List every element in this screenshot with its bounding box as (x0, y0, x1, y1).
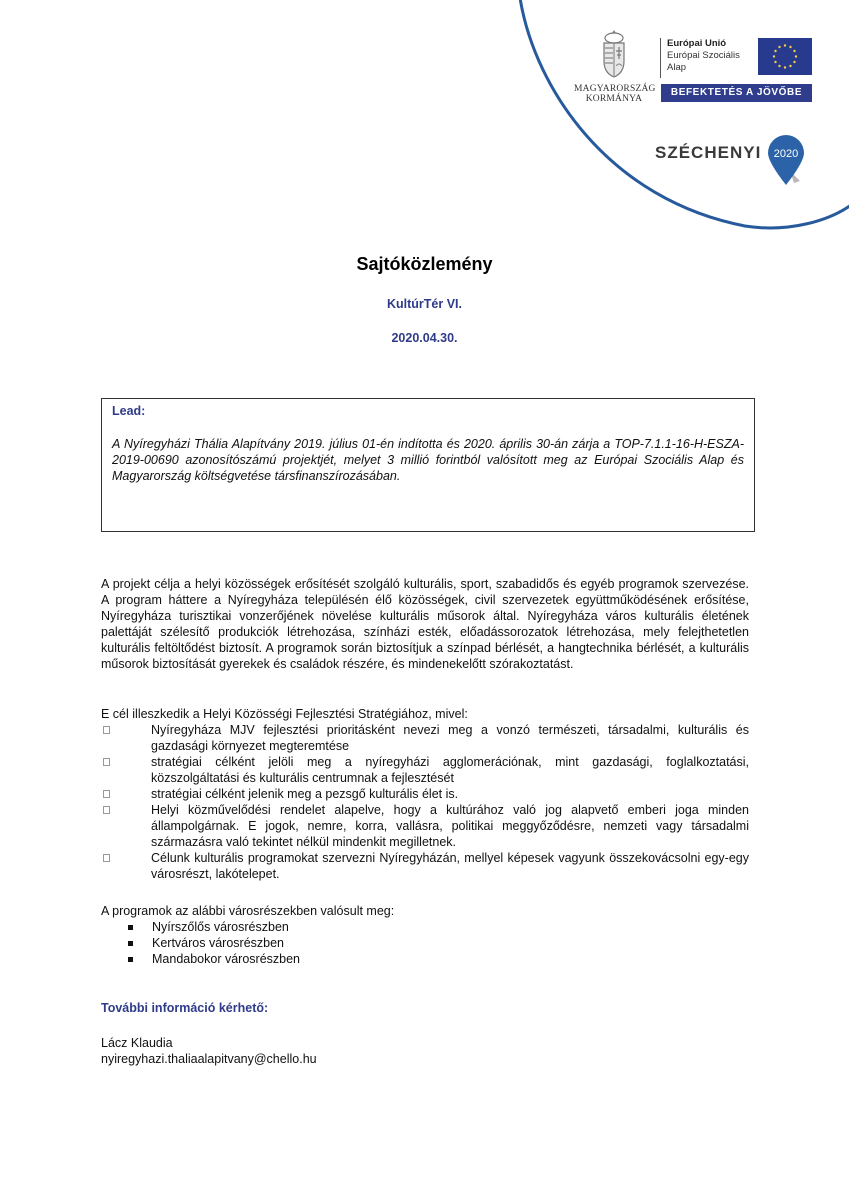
hungarian-coat-of-arms-icon (601, 28, 627, 80)
page-title: Sajtóközlemény (356, 254, 493, 274)
eu-fund-text (660, 38, 757, 78)
list-item: Célunk kulturális programokat szervezni Nyíregyházán, mellyel képesek vagyunk összekovácsolni egy-egy városrészt, lakótelepet. (101, 850, 749, 882)
box-bullet-icon (103, 806, 110, 814)
list-item: stratégiai célként jelöli meg a nyíregyházi agglomerációnak, mint gazdasági, foglalkoztatási, közszolgáltatási és kulturális centrumnak a fejlesztését (101, 754, 749, 786)
project-name: KultúrTér VI. (386, 297, 462, 311)
list-item: Nyíregyháza MJV fejlesztési prioritásként nevezi meg a vonzó természeti, társadalmi, kulturális és gazdasági környezet megteremtése (101, 722, 749, 754)
eu-banner: BEFEKTETÉS A JÖVŐBE (661, 84, 812, 102)
list-item: Kertváros városrészben (101, 935, 749, 951)
list-item: Nyírszőlős városrészben (101, 919, 749, 935)
box-bullet-icon (103, 854, 110, 862)
map-pin-icon (766, 133, 808, 187)
contact-block (101, 1035, 317, 1067)
lead-label: Lead: (112, 404, 146, 418)
gov-logo-line2: KORMÁNYA (585, 94, 643, 104)
info-heading: További információ kérhető: (101, 1001, 269, 1015)
project-goal-paragraph: A projekt célja a helyi közösségek erősítését szolgáló kulturális, sport, szabadidős és egyéb programok szervezése. A program háttere a Nyíregyháza településén élő közösségek, civil szervezetek együttműködésének erősítése, Nyíregyháza turisztikai vonzerőjének növelése kulturális műsorok által. Nyíregyháza város kulturális életének palettáját szélesítő produkciók létrehozása, színházi esték, előadássorozatok létrehozása, mely felejthetetlen kulturális feltöltődést biztosít. A programok során biztosítjuk a színpad bérlését, a hangtechnika bérlését, a kulturális műsorok biztosítását gyerekek és családok részére, és mindenekelőtt szórakoztatást. (101, 577, 749, 671)
districts-section (101, 903, 749, 967)
eu-line3: Alap (667, 62, 687, 73)
square-bullet-icon (128, 941, 133, 946)
list-item: Helyi közművelődési rendelet alapelve, hogy a kultúrához való jog alapvető emberi joga minden állampolgárnak. E jogok, nemre, korra, vallásra, politikai meggyőződésre, nemzeti vagy társadalmi származásra való tekintet nélkül mindenkit megilletnek. (101, 802, 749, 850)
hungarian-government-logo (574, 28, 654, 120)
szechenyi-logo-text: SZÉCHENYI (655, 143, 762, 162)
lead-box (101, 398, 755, 532)
eu-line1: Európai Unió (667, 38, 727, 49)
contact-email-link[interactable]: nyiregyhazi.thaliaalapitvany@chello.hu (101, 1052, 317, 1066)
lead-text: A Nyíregyházi Thália Alapítvány 2019. július 01-én indította és 2020. április 30-án zárja a TOP-7.1.1-16-H-ESZA-2019-00690 azonosítószámú projektjét, melyet 3 millió forintból valósított meg az Európai Szociális Alap és Magyarország költségvetése társfinanszírozásában. (112, 437, 744, 483)
districts-list (101, 919, 749, 967)
list-item: Mandabokor városrészben (101, 951, 749, 967)
eu-line2: Európai Szociális (667, 50, 740, 61)
square-bullet-icon (128, 957, 133, 962)
strategy-intro: E cél illeszkedik a Helyi Közösségi Fejlesztési Stratégiához, mivel: (101, 707, 468, 721)
contact-name: Lácz Klaudia (101, 1036, 173, 1050)
districts-intro: A programok az alábbi városrészekben valósult meg: (101, 904, 395, 918)
eu-flag-icon (758, 38, 812, 75)
strategy-list (101, 722, 749, 882)
document-date: 2020.04.30. (391, 331, 458, 345)
gov-logo-line1: MAGYARORSZÁG (574, 84, 656, 94)
header-arc-decoration (0, 0, 849, 240)
square-bullet-icon (128, 925, 133, 930)
strategy-section (101, 706, 749, 882)
box-bullet-icon (103, 726, 110, 734)
list-item: stratégiai célként jelenik meg a pezsgő kulturális élet is. (101, 786, 749, 802)
szechenyi-badge: 2020 (773, 148, 799, 160)
box-bullet-icon (103, 758, 110, 766)
box-bullet-icon (103, 790, 110, 798)
